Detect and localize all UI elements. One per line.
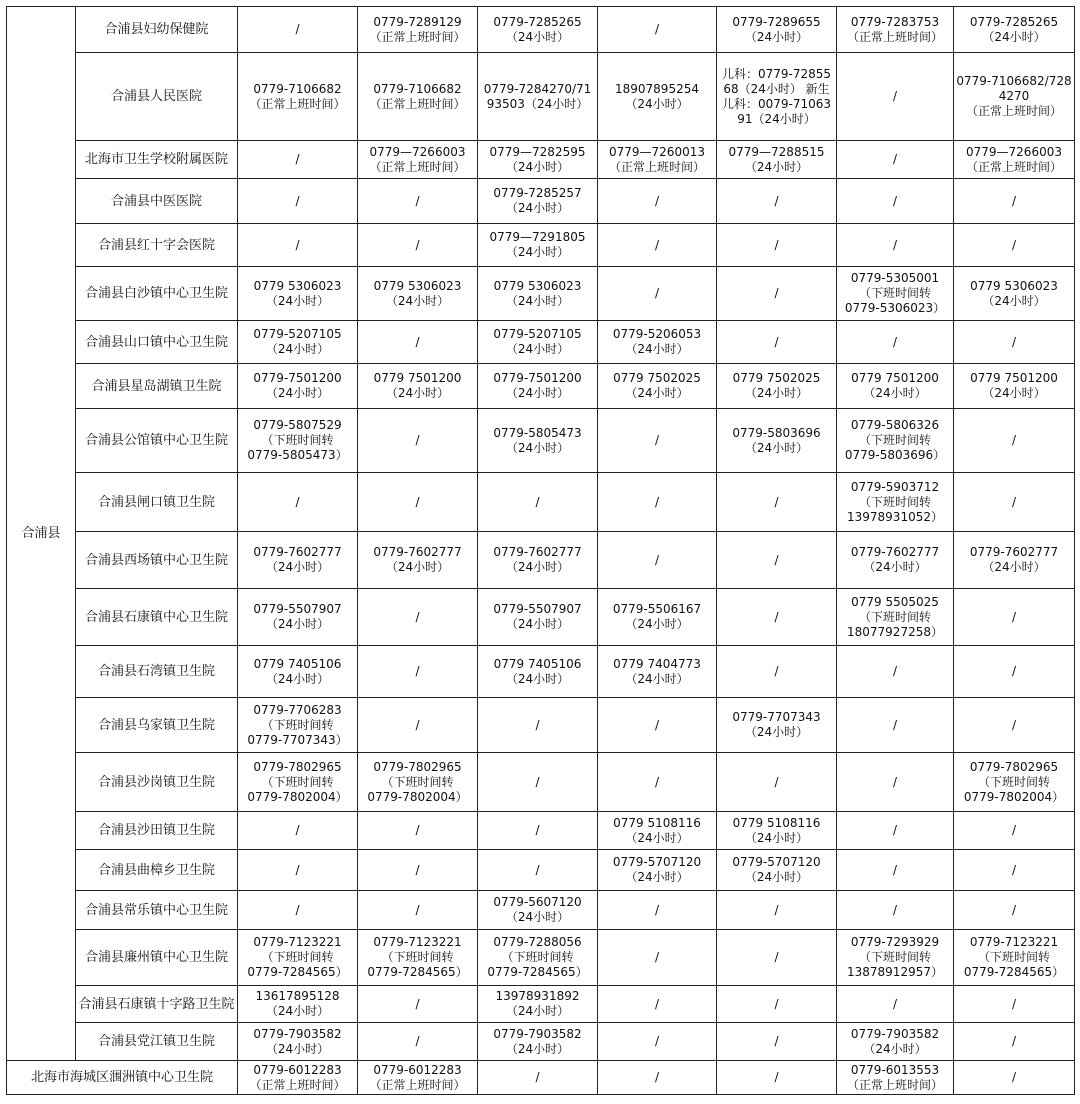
phone-cell: 0779-5707120 （24小时） [717,850,837,891]
phone-cell: / [954,698,1075,753]
phone-cell: / [717,1023,837,1061]
phone-cell: 0779-7289129 （正常上班时间） [358,7,478,53]
phone-cell: / [598,224,717,267]
hospital-name: 合浦县公馆镇中心卫生院 [76,409,238,473]
phone-cell: 0779-6013553 （正常上班时间） [837,1061,954,1095]
phone-cell: 0779—7266003 （正常上班时间） [358,141,478,179]
phone-cell: 0779-7501200 （24小时） [478,364,598,409]
phone-cell: / [238,812,358,850]
phone-cell: 0779-7802965 （下班时间转 0779-7802004） [238,753,358,812]
phone-cell: / [358,850,478,891]
phone-cell: 0779-7903582 （24小时） [478,1023,598,1061]
hospital-name: 合浦县红十字会医院 [76,224,238,267]
phone-cell: / [358,321,478,364]
phone-cell: 0779-6012283 （正常上班时间） [238,1061,358,1095]
hospital-name: 合浦县党江镇卫生院 [76,1023,238,1061]
table-row [7,409,1075,473]
phone-cell: / [598,532,717,589]
phone-cell: 0779-5507907 （24小时） [478,589,598,646]
phone-cell: 0779—7282595 （24小时） [478,141,598,179]
phone-cell: / [717,986,837,1023]
phone-cell: 0779—7291805 （24小时） [478,224,598,267]
phone-cell: 0779-7802965 （下班时间转 0779-7802004） [358,753,478,812]
table-row [7,891,1075,930]
table-row [7,364,1075,409]
phone-cell: 0779-7123221 （下班时间转 0779-7284565） [238,930,358,986]
phone-cell: 0779-5207105 （24小时） [478,321,598,364]
phone-cell: / [837,753,954,812]
phone-cell: / [478,473,598,532]
phone-cell: 0779 7502025 （24小时） [598,364,717,409]
phone-cell: 0779-5803696 （24小时） [717,409,837,473]
hospital-name: 合浦县闸口镇卫生院 [76,473,238,532]
phone-cell: / [717,589,837,646]
hospital-name: 北海市卫生学校附属医院 [76,141,238,179]
hotline-table [6,6,1075,1095]
phone-cell: 0779-7706283 （下班时间转 0779-7707343） [238,698,358,753]
phone-cell: 0779-6012283 （正常上班时间） [358,1061,478,1095]
phone-cell: 0779 7502025 （24小时） [717,364,837,409]
phone-cell: / [954,850,1075,891]
phone-cell: 0779 5306023 （24小时） [954,267,1075,321]
phone-cell: / [358,224,478,267]
hospital-name: 合浦县白沙镇中心卫生院 [76,267,238,321]
phone-cell: / [954,409,1075,473]
phone-cell: / [954,891,1075,930]
phone-cell: 0779-7602777 （24小时） [238,532,358,589]
phone-cell: 0779 5306023 （24小时） [238,267,358,321]
table-row [7,1023,1075,1061]
phone-cell: 0779-7903582 （24小时） [238,1023,358,1061]
phone-cell: / [358,986,478,1023]
hospital-name: 合浦县星岛湖镇卫生院 [76,364,238,409]
phone-cell: 0779-7285265 （24小时） [478,7,598,53]
hospital-name: 合浦县沙田镇卫生院 [76,812,238,850]
phone-cell: / [358,646,478,698]
table-row [7,53,1075,141]
phone-cell: / [954,179,1075,224]
phone-cell: 0779-5305001 （下班时间转 0779-5306023） [837,267,954,321]
hospital-name: 合浦县曲樟乡卫生院 [76,850,238,891]
phone-cell: / [837,224,954,267]
table-row [7,646,1075,698]
phone-cell: 0779 7501200 （24小时） [837,364,954,409]
phone-cell: / [717,646,837,698]
phone-cell: 0779-5807529 （下班时间转 0779-5805473） [238,409,358,473]
phone-cell: 0779-5806326 （下班时间转 0779-5803696） [837,409,954,473]
phone-cell: 0779-7602777 （24小时） [954,532,1075,589]
table-row [7,986,1075,1023]
phone-cell: / [598,267,717,321]
phone-cell: / [598,473,717,532]
hospital-name: 合浦县中医医院 [76,179,238,224]
phone-cell: / [358,1023,478,1061]
phone-cell: / [598,698,717,753]
phone-cell: 0779-7602777 （24小时） [358,532,478,589]
phone-cell: / [717,224,837,267]
phone-cell: / [717,891,837,930]
phone-cell: 0779-7289655 （24小时） [717,7,837,53]
table-row [7,321,1075,364]
county-cell: 合浦县 [7,7,76,1061]
table-row [7,930,1075,986]
phone-cell: 0779-5207105 （24小时） [238,321,358,364]
phone-cell: / [954,1023,1075,1061]
phone-cell: 13617895128 （24小时） [238,986,358,1023]
phone-cell: / [717,532,837,589]
phone-cell: 0779—7260013 （正常上班时间） [598,141,717,179]
phone-cell: / [238,7,358,53]
phone-cell: / [954,1061,1075,1095]
phone-cell: 18907895254 （24小时） [598,53,717,141]
hospital-name: 合浦县石康镇中心卫生院 [76,589,238,646]
phone-cell: / [598,930,717,986]
phone-cell: 0779-7707343 （24小时） [717,698,837,753]
hospital-name: 合浦县山口镇中心卫生院 [76,321,238,364]
phone-cell: / [837,891,954,930]
phone-cell: / [358,891,478,930]
phone-cell: / [954,224,1075,267]
phone-cell: 0779-5507907 （24小时） [238,589,358,646]
phone-cell: 0779 5505025 （下班时间转 18077927258） [837,589,954,646]
phone-cell: 0779-7903582 （24小时） [837,1023,954,1061]
table-row [7,224,1075,267]
table-row [7,267,1075,321]
phone-cell: / [598,891,717,930]
phone-cell: 0779-7802965 （下班时间转 0779-7802004） [954,753,1075,812]
phone-cell: / [358,698,478,753]
phone-cell: 0779-5707120 （24小时） [598,850,717,891]
phone-cell: 0779 5108116 （24小时） [598,812,717,850]
phone-cell: 0779-7123221 （下班时间转 0779-7284565） [954,930,1075,986]
phone-cell: / [717,930,837,986]
phone-cell: / [598,1061,717,1095]
phone-cell: / [717,473,837,532]
phone-cell: / [238,141,358,179]
phone-cell: / [238,850,358,891]
phone-cell: 儿科：0779-7285568（24小时） 新生儿科：0079-7106391（24小时） [717,53,837,141]
phone-cell: / [954,321,1075,364]
phone-cell: 0779-7602777 （24小时） [478,532,598,589]
phone-cell: / [837,698,954,753]
phone-cell: 0779-7501200 （24小时） [238,364,358,409]
hospital-name: 合浦县人民医院 [76,53,238,141]
phone-cell: / [717,179,837,224]
phone-cell: / [358,409,478,473]
hospital-name: 北海市海城区涠洲镇中心卫生院 [7,1061,238,1095]
hospital-name: 合浦县廉州镇中心卫生院 [76,930,238,986]
phone-cell: / [598,409,717,473]
phone-cell: / [954,589,1075,646]
phone-cell: 0779-7284270/7193503（24小时） [478,53,598,141]
phone-cell: / [478,1061,598,1095]
phone-cell: / [837,850,954,891]
table-row [7,1061,1075,1095]
table-row [7,753,1075,812]
phone-cell: / [478,753,598,812]
phone-cell: 0779-7285257 （24小时） [478,179,598,224]
hospital-name: 合浦县乌家镇卫生院 [76,698,238,753]
phone-cell: / [478,850,598,891]
phone-cell: / [598,986,717,1023]
phone-cell: 0779 7501200 （24小时） [954,364,1075,409]
table-row [7,7,1075,53]
phone-cell: 0779-7106682/7284270 （正常上班时间） [954,53,1075,141]
phone-cell: / [954,473,1075,532]
phone-cell: 13978931892 （24小时） [478,986,598,1023]
table-row [7,532,1075,589]
phone-cell: 0779-7285265 （24小时） [954,7,1075,53]
table-row [7,473,1075,532]
hospital-name: 合浦县沙岗镇卫生院 [76,753,238,812]
phone-cell: 0779-7106682 （正常上班时间） [358,53,478,141]
phone-cell: 0779-7602777 （24小时） [837,532,954,589]
phone-cell: / [717,321,837,364]
phone-cell: 0779 7501200 （24小时） [358,364,478,409]
phone-cell: / [717,1061,837,1095]
phone-cell: 0779-7123221 （下班时间转 0779-7284565） [358,930,478,986]
phone-cell: 0779-5607120 （24小时） [478,891,598,930]
phone-cell: / [598,1023,717,1061]
table-row [7,850,1075,891]
phone-cell: 0779-7106682 （正常上班时间） [238,53,358,141]
phone-cell: 0779 5306023 （24小时） [478,267,598,321]
phone-cell: / [358,812,478,850]
phone-cell: / [238,473,358,532]
phone-cell: / [954,812,1075,850]
phone-cell: 0779—7288515 （24小时） [717,141,837,179]
phone-cell: / [238,891,358,930]
phone-cell: 0779-7293929 （下班时间转 13878912957） [837,930,954,986]
phone-cell: / [598,179,717,224]
phone-cell: / [954,646,1075,698]
phone-cell: 0779-5903712 （下班时间转 13978931052） [837,473,954,532]
table-row [7,141,1075,179]
phone-cell: / [837,141,954,179]
phone-cell: / [837,53,954,141]
hospital-name: 合浦县常乐镇中心卫生院 [76,891,238,930]
phone-cell: 0779-7283753 （正常上班时间） [837,7,954,53]
phone-cell: / [717,753,837,812]
phone-cell: 0779-5206053 （24小时） [598,321,717,364]
phone-cell: 0779 7405106 （24小时） [238,646,358,698]
hospital-name: 合浦县石康镇十字路卫生院 [76,986,238,1023]
hospital-name: 合浦县西场镇中心卫生院 [76,532,238,589]
phone-cell: / [238,179,358,224]
phone-cell: / [238,224,358,267]
phone-cell: / [598,7,717,53]
phone-cell: / [837,179,954,224]
phone-cell: / [358,179,478,224]
phone-cell: / [478,698,598,753]
phone-cell: / [598,753,717,812]
table-row [7,589,1075,646]
phone-cell: / [837,812,954,850]
table-row [7,179,1075,224]
phone-cell: / [478,812,598,850]
phone-cell: 0779 7405106 （24小时） [478,646,598,698]
phone-cell: / [837,321,954,364]
phone-cell: 0779 7404773 （24小时） [598,646,717,698]
phone-cell: 0779 5108116 （24小时） [717,812,837,850]
phone-cell: 0779-5506167 （24小时） [598,589,717,646]
phone-cell: / [837,986,954,1023]
phone-cell: 0779-7288056 （下班时间转 0779-7284565） [478,930,598,986]
hospital-name: 合浦县石湾镇卫生院 [76,646,238,698]
table-row [7,698,1075,753]
phone-cell: / [717,267,837,321]
phone-cell: / [954,986,1075,1023]
phone-cell: 0779 5306023 （24小时） [358,267,478,321]
phone-cell: / [837,646,954,698]
table-row [7,812,1075,850]
hospital-name: 合浦县妇幼保健院 [76,7,238,53]
phone-cell: 0779—7266003 （正常上班时间） [954,141,1075,179]
phone-cell: / [358,589,478,646]
phone-cell: / [358,473,478,532]
phone-cell: 0779-5805473 （24小时） [478,409,598,473]
